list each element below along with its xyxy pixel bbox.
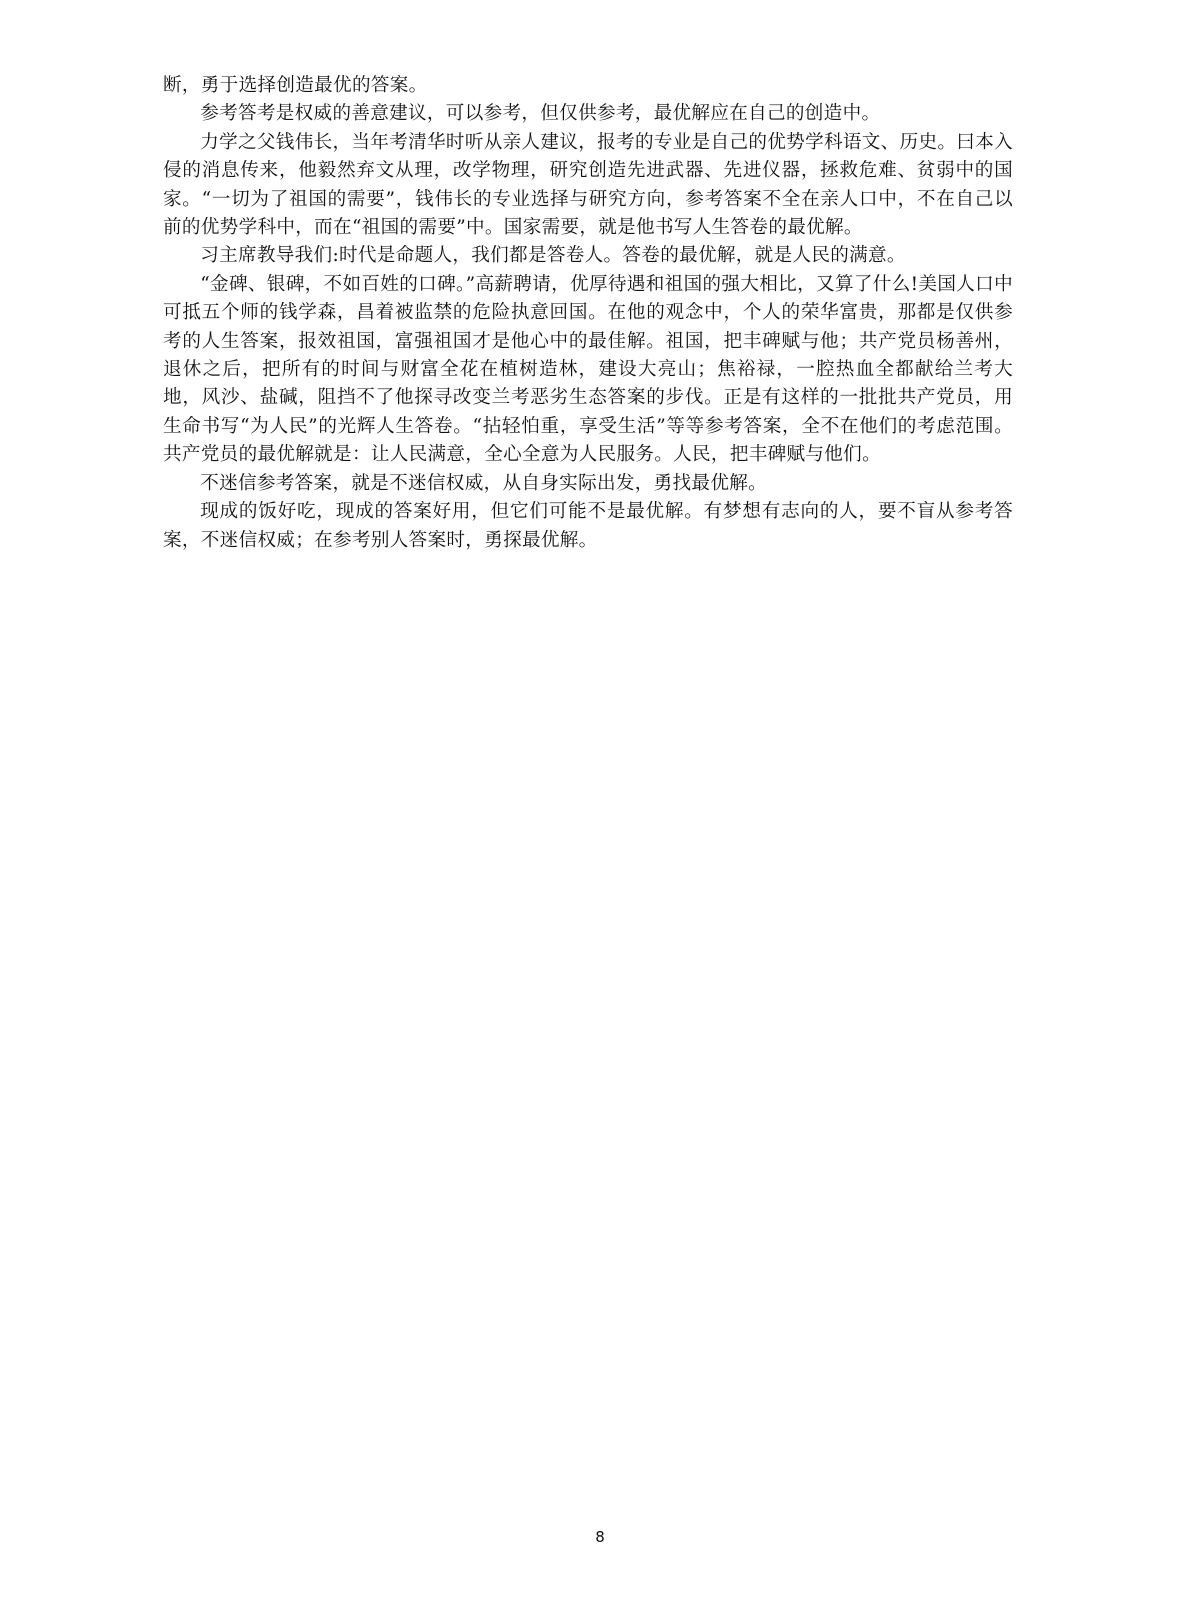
paragraph-qian-weichang: 力学之父钱伟长，当年考清华时听从亲人建议，报考的专业是自己的优势学科语文、历史。曰本入侵的消息传来，他毅然弃文从理，改学物理，研究创造先进武器、先进仪器，拯救危难、贫弱中的国家。“一切为了祖国的需要”，钱伟长的专业选择与研究方向，参考答案不全在亲人口中，不在自己以前的优势学科中，而在“祖国的需要”中。国家需要，就是他书写人生答卷的最优解。 (163, 131, 1013, 239)
paragraph-not-superstitious: 不迷信参考答案，就是不迷信权威，从自身实际出发，勇找最优解。 (200, 472, 768, 494)
essay-body (163, 72, 1013, 555)
paragraph-reference-answer: 参考答考是权威的善意建议，可以参考，但仅供参考，最优解应在自己的创造中。 (200, 103, 881, 125)
paragraph-conclusion: 现成的饭好吃，现成的答案好用，但它们可能不是最优解。有梦想有志向的人，要不盲从参考答案，不迷信权威；在参考别人答案时，勇探最优解。 (163, 501, 1013, 551)
paragraph-continuation: 断，勇于选择创造最优的答案。 (163, 75, 428, 96)
paragraph-party-members: “金碑、银碑，不如百姓的口碑。”高薪聘请，优厚待遇和祖国的强大相比，又算了什么!美国人口中可抵五个师的钱学森，昌着被监禁的危险执意回国。在他的观念中，个人的荣华富贵，那都是仅供参考的人生答案，报效祖国，富强祖国才是他心中的最佳解。祖国，把丰碑赋与他；共产党员杨善州，退休之后，把所有的时间与财富全花在植树造林，建设大亮山；焦裕禄，一腔热血全都献给兰考大地，风沙、盐碱，阻挡不了他探寻改变兰考恶劣生态答案的步伐。正是有这样的一批批共产党员，用生命书写“为人民”的光辉人生答卷。“拈轻怕重，享受生活”等等参考答案，全不在他们的考虑范围。共产党员的最优解就是：让人民满意，全心全意为人民服务。人民，把丰碑赋与他们。 (163, 273, 1013, 466)
paragraph-era-exam: 习主席教导我们:时代是命题人，我们都是答卷人。答卷的最优解，就是人民的满意。 (200, 245, 906, 267)
page-number: 8 (595, 1528, 605, 1546)
